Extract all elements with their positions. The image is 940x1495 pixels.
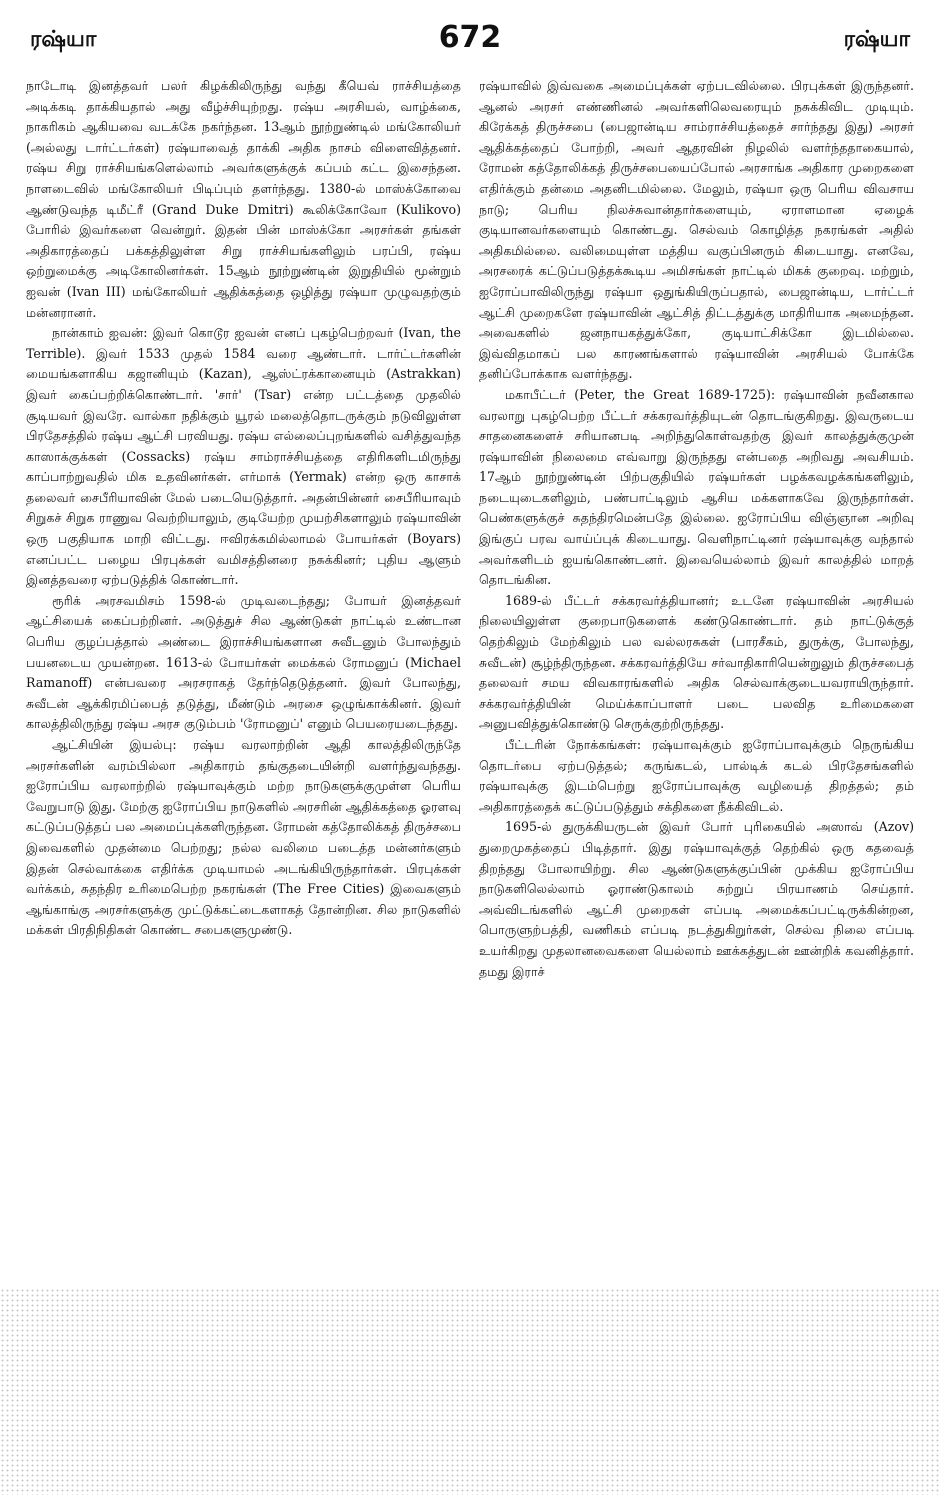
paragraph: நான்காம் ஐவன்: இவர் கொடூர ஐவன் எனப் புகழ்பெற்றவர் (Ivan, the Terrible). இவர் 1533 முதல் 1584 வரை ஆண்டார். டார்ட்டர்களின் மையங்களாகிய கஜானியும் (Kazan), ஆஸ்ட்ரக்கானையும் (Astrakkan) இவர் கைப்பற்றிக்கொண்டார். 'சார்' (Tsar) என்ற பட்டத்தை முதலில் சூடியவர் இவரே. வால்கா நதிக்கும் யூரல் மலைத்தொடருக்கும் நடுவிலுள்ள பிரதேசத்தில் ரஷ்ய ஆட்சி பரவியது. ரஷ்ய எல்லைப்புறங்களில் வசித்துவந்த காஸாக்குக்கள் (Cossacks) ரஷ்ய சாம்ராச்சியத்தை எதிரிகளிடமிருந்து காப்பாற்றுவதில் மிக உதவினர்கள். எர்மாக் (Yermak) என்ற ஒரு காசாக் தலைவர் சைபீரியாவின் மேல் படையெடுத்தார். அதன்பின்னர் சைபீரியாவும் சிறுகச் சிறுக ராணுவ வெற்றியாலும், குடியேற்ற முயற்சிகளாலும் ரஷ்யாவின் ஒரு பகுதியாக மாறி விட்டது. ஈவிரக்கமில்லாமல் போயர்கள் (Boyars) எனப்பட்ட பழைய பிரபுக்கள் வமிசத்தினரை நசுக்கினர்; புதிய ஆளும் இனத்தவரை ஏற்படுத்திக் கொண்டார். — [26, 325, 461, 588]
page-header — [30, 20, 910, 64]
paragraph: ரூரிக் அரசவமிசம் 1598-ல் முடிவடைந்தது; போயர் இனத்தவர் ஆட்சியைக் கைப்பற்றினர். அடுத்துச் சில ஆண்டுகள் நாட்டில் உண்டான பெரிய குழப்பத்தால் அண்டை இராச்சியங்களான சுவீடனும் போலந்தும் பயனடைய முயன்றன. 1613-ல் போயர்கள் மைக்கல் ரோமனுப் (Michael Ramanoff) என்பவரை அரசராகத் தேர்ந்தெடுத்தனர். இவர் போலந்து, சுவீடன் ஆக்கிரமிப்பைத் தடுத்து, மீண்டும் அரசை ஒழுங்காக்கினர். இவர் காலத்திலிருந்து ரஷ்ய அரச குடும்பம் 'ரோமனுப்' எனும் பெயரையடைந்தது. — [26, 592, 461, 732]
right-column — [479, 76, 914, 1477]
paragraph: 1695-ல் துருக்கியருடன் இவர் போர் புரிகையில் அஸாவ் (Azov) துறைமுகத்தைப் பிடித்தார். இது ரஷ்யாவுக்குத் தெற்கில் ஒரு கதவைத் திறந்தது போலாயிற்று. சில ஆண்டுகளுக்குப்பின் முக்கிய ஐரோப்பிய நாடுகளிலெல்லாம் ஓராண்டுகாலம் சுற்றுப் பிரயாணம் செய்தார். அவ்விடங்களில் ஆட்சி முறைகள் எப்படி அமைக்கப்பட்டிருக்கின்றன, பொருளுற்பத்தி, வணிகம் எப்படி நடத்துகிறுர்கள், செல்வ நிலை எப்படி உயர்கிறது முதலானவைகளை யெல்லாம் ஊக்கத்துடன் ஊன்றிக் கவனித்தார். தமது இராச் — [479, 819, 914, 979]
text-columns — [26, 76, 914, 1477]
running-head-right: ரஷ்யா — [843, 26, 910, 52]
paragraph: பீட்டரின் நோக்கங்கள்: ரஷ்யாவுக்கும் ஐரோப்பாவுக்கும் நெருங்கிய தொடர்பை ஏற்படுத்தல்; கருங்கடல், பால்டிக் கடல் பிரதேசங்களில் ரஷ்யாவுக்கு இடம்பெற்று ஐரோப்பாவுக்கு வழியைத் திறத்தல்; தம் அதிகாரத்தைக் கட்டுப்படுத்தும் சக்திகளை நீக்கிவிடல். — [479, 737, 914, 814]
paragraph: 1689-ல் பீட்டர் சக்கரவர்த்தியானர்; உடனே ரஷ்யாவின் அரசியல் நிலையிலுள்ள குறைபாடுகளைக் கண்டுகொண்டார். தம் நாட்டுக்குத் தெற்கிலும் மேற்கிலும் பல வல்லரசுகள் (பாரசீகம், துருக்கு, போலந்து, சுவீடன்) சூழ்ந்திருந்தன. சக்கரவர்த்தியே சர்வாதிகாரியென்றுலும் திருச்சபைத் தலைவர் சமய விவகாரங்களில் அதிக செல்வாக்குடையவராயிருந்தார். சக்கரவர்த்தியின் மெய்க்காப்பாளர் படை பலவித உரிமைகளை அனுபவித்துக்கொண்டு செருக்குற்றிருந்தது. — [479, 592, 914, 732]
running-head-left: ரஷ்யா — [30, 26, 97, 52]
paragraph: ரஷ்யாவில் இவ்வகை அமைப்புக்கள் ஏற்படவில்லை. பிரபுக்கள் இருந்தனர். ஆனல் அரசர் எண்ணினல் அவர்களிலெவரையும் நசுக்கிவிட முடியும். கிரேக்கத் திருச்சபை (பைஜான்டிய சாம்ராச்சியத்தைச் சார்ந்தது இது) அரசர் ஆதிக்கத்தைப் போற்றி, அவர் ஆதரவின் நிழலில் வளர்ந்ததாகையால், ரோமன் கத்தோலிக்கத் திருச்சபையைப்போல் அரசாங்க அதிகார முறைகளை எதிர்க்கும் தன்மை அதனிடமில்லை. மேலும், ரஷ்யா ஒரு பெரிய விவசாய நாடு; பெரிய நிலச்சுவான்தார்களையும், ஏராளமான ஏழைக் குடியானவர்களையும் கொண்டது. செல்வம் கொழித்த நகரங்கள் அதில் அதிகமில்லை. வலிமையுள்ள மத்திய வகுப்பினரும் கிடையாது. எனவே, அரசரைக் கட்டுப்படுத்தக்கூடிய அமிசங்கள் நாட்டில் மிகக் குறைவு. மற்றும், ஐரோப்பாவிலிருந்து ரஷ்யா ஒதுங்கியிருப்பதால், பைஜான்டிய, டார்ட்டர் ஆட்சி முறைகளே ரஷ்யாவின் ஆட்சித் திட்டத்துக்கு மாதிரியாக அமைந்தன. அவைகளில் ஜனநாயகத்துக்கோ, குடியாட்சிக்கோ இடமில்லை. இவ்விதமாகப் பல காரணங்களால் ரஷ்யாவின் அரசியல் போக்கே தனிப்போக்காக வளர்ந்தது. — [479, 78, 914, 382]
page-number: 672 — [438, 20, 502, 55]
paragraph: மகாபீட்டர் (Peter, the Great 1689-1725): ரஷ்யாவின் நவீனகால வரலாறு புகழ்பெற்ற பீட்டர் சக்கரவர்த்தியுடன் தொடங்குகிறது. இவருடைய சாதனைகளைச் சரியானபடி அறிந்துகொள்வதற்கு இவர் காலத்துக்குமுன் ரஷ்யாவின் நிலைமை எவ்வாறு இருந்தது என்பதை அறிவது அவசியம். 17ஆம் நூற்றுண்டின் பிற்பகுதியில் ரஷ்யர்கள் பழக்கவழக்கங்களிலும், நடையுடைகளிலும், பண்பாட்டிலும் ஆசிய மக்களாகவே இருந்தார்கள். பெண்களுக்குச் சுதந்திரமென்பதே இல்லை. ஐரோப்பிய விஞ்ஞான அறிவு இங்குப் பரவ வாய்ப்புக் கிடையாது. வெளிநாட்டினர் ரஷ்யாவுக்கு வந்தால் அவர்களிடம் ஐயங்கொண்டனர். இவையெல்லாம் இவர் காலத்தில் மாறத் தொடங்கின. — [479, 386, 914, 588]
left-column — [26, 76, 461, 1477]
paragraph: நாடோடி இனத்தவர் பலர் கிழக்கிலிருந்து வந்து கீயெவ் ராச்சியத்தை அடிக்கடி தாக்கியதால் அது வீழ்ச்சியுற்றது. ரஷ்ய அரசியல், வாழ்க்கை, நாகரிகம் ஆகியவை வடக்கே நகர்ந்தன. 13ஆம் நூற்றுண்டில் மங்கோலியர் (அல்லது டார்ட்டர்கள்) ரஷ்யாவைத் தாக்கி அதிக நாசம் விளைவித்தனர். ரஷ்ய சிறு ராச்சியங்களெல்லாம் அவர்களுக்குக் கப்பம் கட்ட இசைந்தன. நாளடைவில் மங்கோலியர் பிடிப்பும் தளர்ந்தது. 1380-ல் மாஸ்க்கோவை ஆண்டுவந்த டிமீட்ரீ (Grand Duke Dmitri) கூலிக்கோவோ (Kulikovo) போரில் இவர்களை வென்றுர். இதன் பின் மாஸ்க்கோ அரசர்கள் தங்கள் அதிகாரத்தைப் பக்கத்திலுள்ள சிறு ராச்சியங்களிலும் பரப்பி, ரஷ்ய ஒற்றுமைக்கு அடிகோலினர்கள். 15ஆம் நூற்றுண்டின் இறுதியில் மூன்றும் ஐவன் (Ivan III) மங்கோலியர் ஆதிக்கத்தை ஒழித்து ரஷ்யா முழுவதற்கும் மன்னரானர். — [26, 78, 461, 320]
paragraph: ஆட்சியின் இயல்பு: ரஷ்ய வரலாற்றின் ஆதி காலத்திலிருந்தே அரசர்களின் வரம்பில்லா அதிகாரம் தங்குதடையின்றி வளர்ந்துவந்தது. ஐரோப்பிய வரலாற்றில் ரஷ்யாவுக்கும் மற்ற நாடுகளுக்குமுள்ள பெரிய வேறுபாடு இது. மேற்கு ஐரோப்பிய நாடுகளில் அரசரின் ஆதிக்கத்தை ஓரளவு கட்டுப்படுத்தப் பல அமைப்புக்களிருந்தன. ரோமன் கத்தோலிக்கத் திருச்சபை இவைகளில் முதன்மை பெற்றது; நல்ல வலிமை படைத்த மன்னர்களும் இதன் செல்வாக்கை எதிர்க்க முடியாமல் அடங்கியிருந்தார்கள். பிரபுக்கள் வர்க்கம், சுதந்திர உரிமைபெற்ற நகரங்கள் (The Free Cities) இவைகளும் ஆங்காங்கு அரசர்களுக்கு முட்டுக்கட்டைகளாகத் தோன்றின. சில நாடுகளில் மக்கள் பிரதிநிதிகள் கொண்ட சபைகளுமுண்டு. — [26, 737, 461, 938]
